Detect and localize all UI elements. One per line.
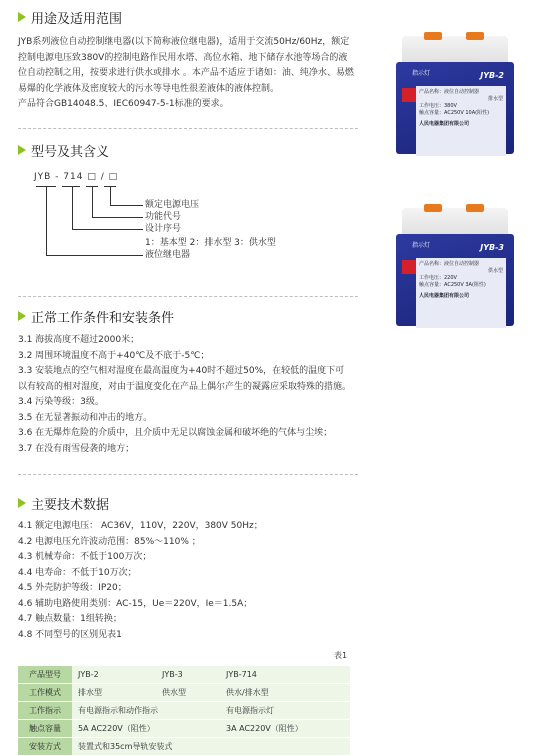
diagram-line — [110, 205, 143, 206]
list-item: 3.3 安装地点的空气相对湿度在最高温度为+40时不超过50%，在较低的温度下可 — [18, 366, 345, 376]
list-item: 4.8 不同型号的区别见表1 — [18, 629, 122, 640]
label-function-code: 功能代号 — [145, 212, 182, 222]
row-header: 产品型号 — [18, 666, 72, 684]
diagram-line — [92, 186, 93, 217]
device-body — [396, 62, 514, 154]
diagram-line — [110, 186, 111, 205]
brand-logo-icon — [402, 88, 416, 102]
table-cell: 装置式和35cm导轨安装式 — [72, 738, 350, 756]
list-item: 3.4 污染等级：3级。 — [18, 397, 104, 407]
diagram-line — [46, 255, 143, 256]
usage-paragraph — [18, 35, 354, 113]
device-clip — [466, 32, 484, 40]
table-row — [18, 738, 350, 756]
diagram-line — [72, 186, 73, 229]
list-item: 4.5 外壳防护等级：IP20； — [18, 583, 127, 593]
divider — [18, 296, 358, 297]
nameplate-line: 人民电器集团有限公司 — [419, 121, 470, 127]
device-model: JYB-3 — [480, 243, 504, 252]
list-item: 4.3 机械寿命：不低于100万次； — [18, 552, 152, 562]
table-cell: 供水/排水型 — [220, 684, 350, 702]
nameplate-line: 触点容量：AC250V 3A(阻性) — [419, 282, 486, 288]
device-nameplate — [416, 86, 506, 156]
triangle-bullet-icon — [18, 12, 26, 22]
indicator-label: 指示灯 — [412, 70, 431, 77]
table-cell: 有电源指示灯 — [220, 702, 350, 720]
brand-logo-icon — [402, 260, 416, 274]
nameplate-line: 产品名称：液位自动控制器 — [419, 89, 480, 95]
list-item: 3.5 在无显著振动和冲击的地方。 — [18, 412, 153, 423]
nameplate-line: 工作电压：380V — [419, 103, 457, 109]
device-body — [396, 234, 514, 326]
label-rated-voltage: 额定电源电压 — [145, 200, 200, 210]
section-title: 主要技术数据 — [31, 497, 110, 513]
row-header: 工作模式 — [18, 684, 72, 702]
divider — [18, 474, 358, 475]
table-caption: 表1 — [334, 651, 348, 660]
diagram-line — [72, 229, 143, 230]
device-clip — [466, 204, 484, 212]
section-title: 用途及适用范围 — [31, 11, 123, 27]
diagram-line — [62, 186, 80, 187]
section-usage-header — [18, 8, 122, 26]
section-title: 正常工作条件和安装条件 — [31, 310, 175, 326]
list-item: 4.2 电源电压允许波动范围：85%～110% ； — [18, 536, 201, 547]
device-image-jyb2 — [396, 36, 514, 154]
label-design-number: 设计序号 — [145, 224, 182, 234]
standard-text: 产品符合GB14048.5、IEC60947-5-1标准的要求。 — [18, 99, 229, 109]
nameplate-line: 供水型 — [487, 268, 503, 274]
row-header: 安装方式 — [18, 738, 72, 756]
list-item: 3.2 周围环境温度不高于+40℃及不底于-5℃； — [18, 350, 210, 361]
list-item: 以有较高的相对湿度，对由于温度变化在产品上偶尔产生的凝露应采取特殊的措施。 — [18, 381, 352, 392]
section-tech-data-header — [18, 494, 109, 512]
device-image-jyb3 — [396, 208, 514, 326]
table-cell: 3A AC220V（阻性） — [220, 720, 350, 738]
conditions-list — [18, 333, 351, 457]
nameplate-line: 人民电器集团有限公司 — [419, 293, 470, 299]
nameplate-line: 排水型 — [487, 96, 503, 102]
device-model: JYB-2 — [480, 71, 504, 80]
model-code: JYB - 714 □ / □ — [34, 172, 119, 182]
label-type-options: 1：基本型 2：排水型 3：供水型 — [145, 238, 276, 248]
list-item: 4.7 触点数量：1组转换； — [18, 614, 122, 624]
table-row — [18, 666, 350, 684]
device-nameplate — [416, 258, 506, 328]
usage-text: JYB系列液位自动控制继电器(以下简称液位继电器)，适用于交流50Hz/60Hz，额定控制电源电压致380V的控制电路作民用水塔、高位水箱、地下储存水池等场合的液位自动控制之用，按要求进行供水或排水 。本产品不适应于诸如：油、纯净水、易燃易爆的化学液体及密度较大的污水等导电性很差液体的液体控制。 — [18, 37, 354, 94]
section-model-header — [18, 141, 109, 159]
label-relay: 液位继电器 — [145, 250, 191, 260]
nameplate-line: 触点容量：AC250V 10A(阻性) — [419, 110, 490, 116]
table-cell: JYB-3 — [156, 666, 220, 684]
list-item: 3.1 海拔高度不超过2000米； — [18, 335, 140, 345]
row-header: 触点容量 — [18, 720, 72, 738]
nameplate-line: 工作电压：220V — [419, 275, 457, 281]
section-conditions-header — [18, 307, 174, 325]
table-cell: 5A AC220V（阻性） — [72, 720, 220, 738]
list-item: 3.7 在没有雨雪侵袭的地方； — [18, 443, 135, 454]
table-row — [18, 702, 350, 720]
table-cell: 排水型 — [72, 684, 156, 702]
table-row — [18, 720, 350, 738]
list-item: 4.6 辅助电路使用类别：AC-15，Ue＝220V，Ie＝1.5A； — [18, 598, 253, 609]
indicator-label: 指示灯 — [412, 242, 431, 249]
device-clip — [424, 204, 442, 212]
table-cell: JYB-2 — [72, 666, 156, 684]
table-row — [18, 684, 350, 702]
diagram-line — [92, 217, 143, 218]
table-cell: 有电源指示和动作指示 — [72, 702, 220, 720]
device-clip — [424, 32, 442, 40]
model-comparison-table — [18, 666, 350, 756]
divider — [18, 128, 358, 129]
diagram-line — [46, 186, 47, 255]
nameplate-line: 产品名称：液位自动控制器 — [419, 261, 480, 267]
tech-data-list — [18, 519, 263, 643]
row-header: 工作指示 — [18, 702, 72, 720]
triangle-bullet-icon — [18, 145, 26, 155]
list-item: 3.6 在无爆炸危险的介质中，且介质中无足以腐蚀金属和破坏绝的气体与尘埃； — [18, 428, 333, 438]
section-title: 型号及其含义 — [31, 144, 110, 160]
triangle-bullet-icon — [18, 498, 26, 508]
triangle-bullet-icon — [18, 311, 26, 321]
table-cell: JYB-714 — [220, 666, 350, 684]
list-item: 4.4 电寿命：不低于10万次； — [18, 567, 137, 578]
list-item: 4.1 额定电源电压： AC36V，110V，220V，380V 50Hz； — [18, 521, 263, 531]
table-cell: 供水型 — [156, 684, 220, 702]
